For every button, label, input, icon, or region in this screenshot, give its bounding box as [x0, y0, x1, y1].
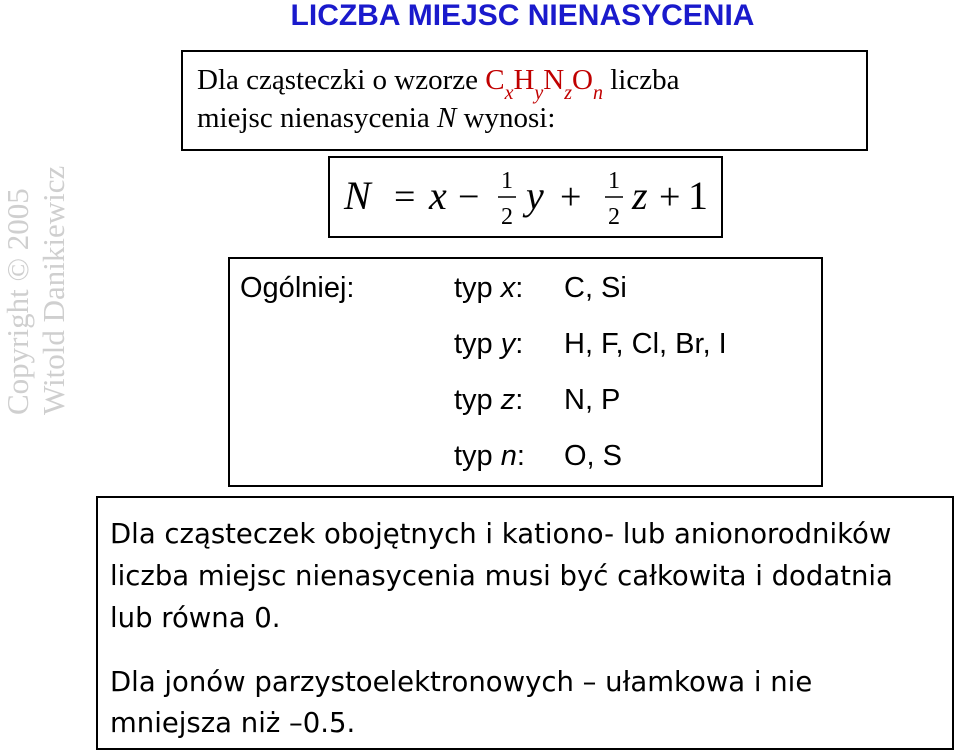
- note-line-2: liczba miejsc nienasycenia musi być całkowita i dodatnia: [110, 560, 893, 592]
- intro-suffix: liczba: [603, 64, 680, 96]
- eq-lhs: N: [344, 173, 371, 218]
- unsaturation-equation: [330, 158, 721, 236]
- note-line-1: Dla cząsteczek obojętnych i kationo- lub anionorodników: [110, 518, 892, 550]
- eq-frac1-den: 2: [501, 204, 513, 230]
- eq-equals: =: [394, 176, 416, 218]
- general-label: Ogólniej:: [240, 272, 355, 304]
- note-line-5: mniejsza niż –0.5.: [110, 707, 356, 739]
- watermark-line-2: Witold Danikiewicz: [36, 165, 71, 415]
- note-line-3: lub równa 0.: [110, 602, 281, 634]
- equation-box: [328, 156, 723, 238]
- type-elements: N, P: [564, 384, 621, 416]
- eq-frac1-num: 1: [501, 168, 513, 194]
- eq-frac2-den: 2: [608, 204, 620, 230]
- eq-x: x: [429, 173, 447, 218]
- eq-frac2-num: 1: [608, 168, 620, 194]
- page-title: LICZBA MIEJSC NIENASYCENIA: [290, 0, 755, 32]
- eq-minus: −: [458, 176, 480, 218]
- type-elements: C, Si: [564, 272, 627, 304]
- type-elements: H, F, Cl, Br, I: [564, 328, 727, 360]
- intro-line-2: miejsc nienasycenia N wynosi:: [197, 102, 556, 134]
- watermark-line-1: Copyright © 2005: [0, 188, 35, 415]
- eq-one: 1: [688, 173, 708, 218]
- intro-box: [181, 50, 868, 151]
- note-line-4: Dla jonów parzystoelektronowych – ułamkowa i nie: [110, 666, 813, 698]
- general-formula: $C_xH_yN_zO_n$: [485, 64, 603, 104]
- intro-prefix: Dla cząsteczki o wzorze: [197, 64, 486, 96]
- eq-plus1: +: [560, 176, 582, 218]
- eq-y: y: [526, 173, 544, 218]
- note-box: [96, 496, 954, 750]
- intro-line-1: [197, 64, 680, 104]
- copyright-watermark: [0, 166, 72, 415]
- eq-z: z: [632, 173, 648, 218]
- eq-plus2: +: [659, 176, 681, 218]
- type-elements: O, S: [564, 440, 623, 472]
